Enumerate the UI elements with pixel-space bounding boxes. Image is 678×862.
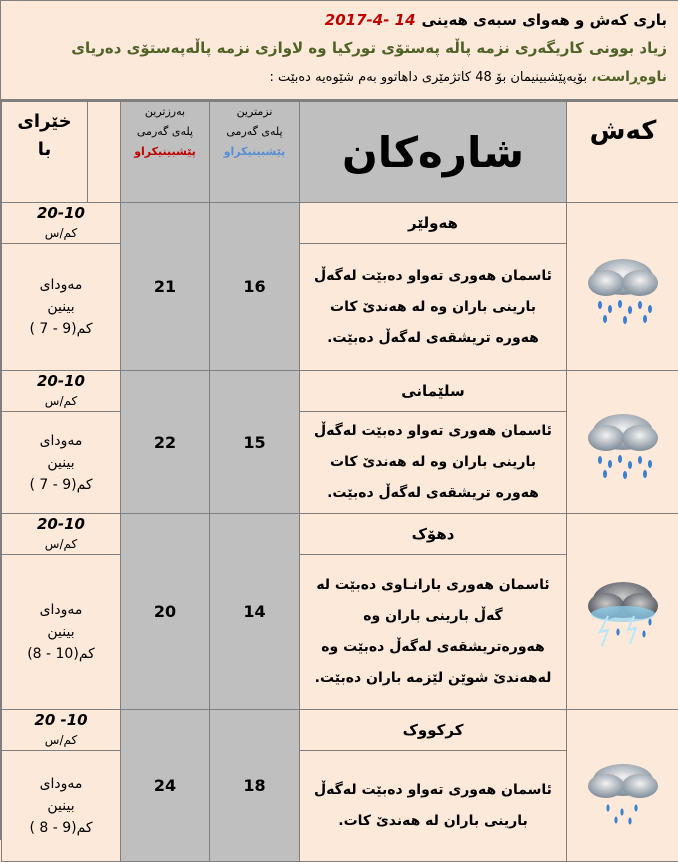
table-row xyxy=(2,203,678,244)
max-temp: 20 xyxy=(121,514,210,710)
header-date: 14 -4-2017 xyxy=(325,11,416,29)
col-header-max xyxy=(121,102,210,203)
wind-speed-cell xyxy=(2,371,121,412)
visibility-range: (8 - 10)کم xyxy=(2,643,120,665)
light-rain-cloud-icon xyxy=(567,710,678,862)
weather-description: ئاسمان هەوری تەواو دەبێت لەگەڵ بارینی باران وە لە هەندێ کات هەورە تریشقەی لەگەڵ دەبێت. xyxy=(300,412,567,514)
col-header-wind-l2: با xyxy=(2,136,87,164)
min-temp: 16 xyxy=(210,203,300,371)
visibility-cell xyxy=(2,555,121,710)
city-name: دهۆک xyxy=(300,514,567,555)
wind-unit: کم/س xyxy=(2,534,120,554)
table-header-row xyxy=(2,102,678,203)
visibility-label: مەودای xyxy=(2,430,120,452)
wind-speed: 20-10 xyxy=(2,203,120,223)
wind-speed-cell xyxy=(2,710,121,751)
header-title-text: باری کەش و هەوای سبەی هەینی xyxy=(422,11,667,29)
table-row xyxy=(2,514,678,555)
header-spacer xyxy=(88,102,121,203)
header-line2: زیاد بوونی کاریگەری نزمە پاڵە پەستۆی تورکیا وە لاوازی نزمە پاڵەپەستۆی دەریای xyxy=(71,39,667,57)
wind-unit: کم/س xyxy=(2,730,120,750)
max-temp: 22 xyxy=(121,371,210,514)
thunderstorm-cloud-icon xyxy=(567,514,678,710)
col-header-cities: شارەکان xyxy=(300,102,567,203)
visibility-label2: بینین xyxy=(2,621,120,643)
col-header-max-l1: بەرزترین xyxy=(121,102,209,122)
weather-description: ئاسمان هەوری بارانـاوی دەبێت لە گەڵ بارینی باران وە هەورەتریشقەی لەگەڵ دەبێت وە لەهەندێ شوێن لێزمە باران دەبێت. xyxy=(300,555,567,710)
max-temp: 21 xyxy=(121,203,210,371)
rain-cloud-icon xyxy=(567,371,678,514)
wind-unit: کم/س xyxy=(2,391,120,411)
col-header-wind xyxy=(2,102,88,203)
wind-speed-cell xyxy=(2,203,121,244)
max-temp: 24 xyxy=(121,710,210,862)
header-line3-start: ناوەڕاست، xyxy=(591,69,667,85)
visibility-label: مەودای xyxy=(2,274,120,296)
min-temp: 14 xyxy=(210,514,300,710)
rain-cloud-icon xyxy=(567,203,678,371)
col-header-min xyxy=(210,102,300,203)
wind-unit: کم/س xyxy=(2,223,120,243)
visibility-cell xyxy=(2,751,121,862)
visibility-label2: بینین xyxy=(2,296,120,318)
weather-description: ئاسمان هەوری تەواو دەبێت لەگەڵ بارینی باران لە هەندێ کات. xyxy=(300,751,567,862)
header-title xyxy=(325,11,667,29)
table-row xyxy=(2,371,678,412)
col-header-min-l1: نزمترین xyxy=(210,102,299,122)
col-header-max-l2: پلەی گەرمی xyxy=(121,122,209,142)
wind-speed: 20-10 xyxy=(2,514,120,534)
col-header-min-l3: پێشبینیکراو xyxy=(210,142,299,162)
visibility-range: ( 7 - 9)کم xyxy=(2,318,120,340)
visibility-label2: بینین xyxy=(2,795,120,817)
col-header-weather: کەش xyxy=(567,102,678,203)
visibility-label: مەودای xyxy=(2,599,120,621)
forecast-table xyxy=(1,101,678,862)
visibility-label: مەودای xyxy=(2,773,120,795)
wind-speed-cell xyxy=(2,514,121,555)
wind-speed: 20 -10 xyxy=(2,710,120,730)
city-name: کرکووک xyxy=(300,710,567,751)
min-temp: 15 xyxy=(210,371,300,514)
city-name: هەولێر xyxy=(300,203,567,244)
visibility-label2: بینین xyxy=(2,452,120,474)
header-line3 xyxy=(270,69,667,85)
col-header-max-l3: پێشبینیکراو xyxy=(121,142,209,162)
weather-description: ئاسمان هەوری تەواو دەبێت لەگەڵ بارینی باران وە لە هەندێ کات هەورە تریشقەی لەگەڵ دەبێت. xyxy=(300,244,567,371)
visibility-cell xyxy=(2,412,121,514)
city-name: سلێمانی xyxy=(300,371,567,412)
col-header-wind-l1: خێرای xyxy=(2,108,87,136)
visibility-range: ( 8 - 9)کم xyxy=(2,817,120,839)
header-line3-end: بۆیەپێشبینیمان بۆ 48 کاتژمێری داهاتوو بەم شێوەیە دەبێت : xyxy=(270,70,592,85)
visibility-cell xyxy=(2,244,121,371)
wind-speed: 20-10 xyxy=(2,371,120,391)
min-temp: 18 xyxy=(210,710,300,862)
visibility-range: ( 7 - 9)کم xyxy=(2,474,120,496)
col-header-min-l2: پلەی گەرمی xyxy=(210,122,299,142)
table-row xyxy=(2,710,678,751)
